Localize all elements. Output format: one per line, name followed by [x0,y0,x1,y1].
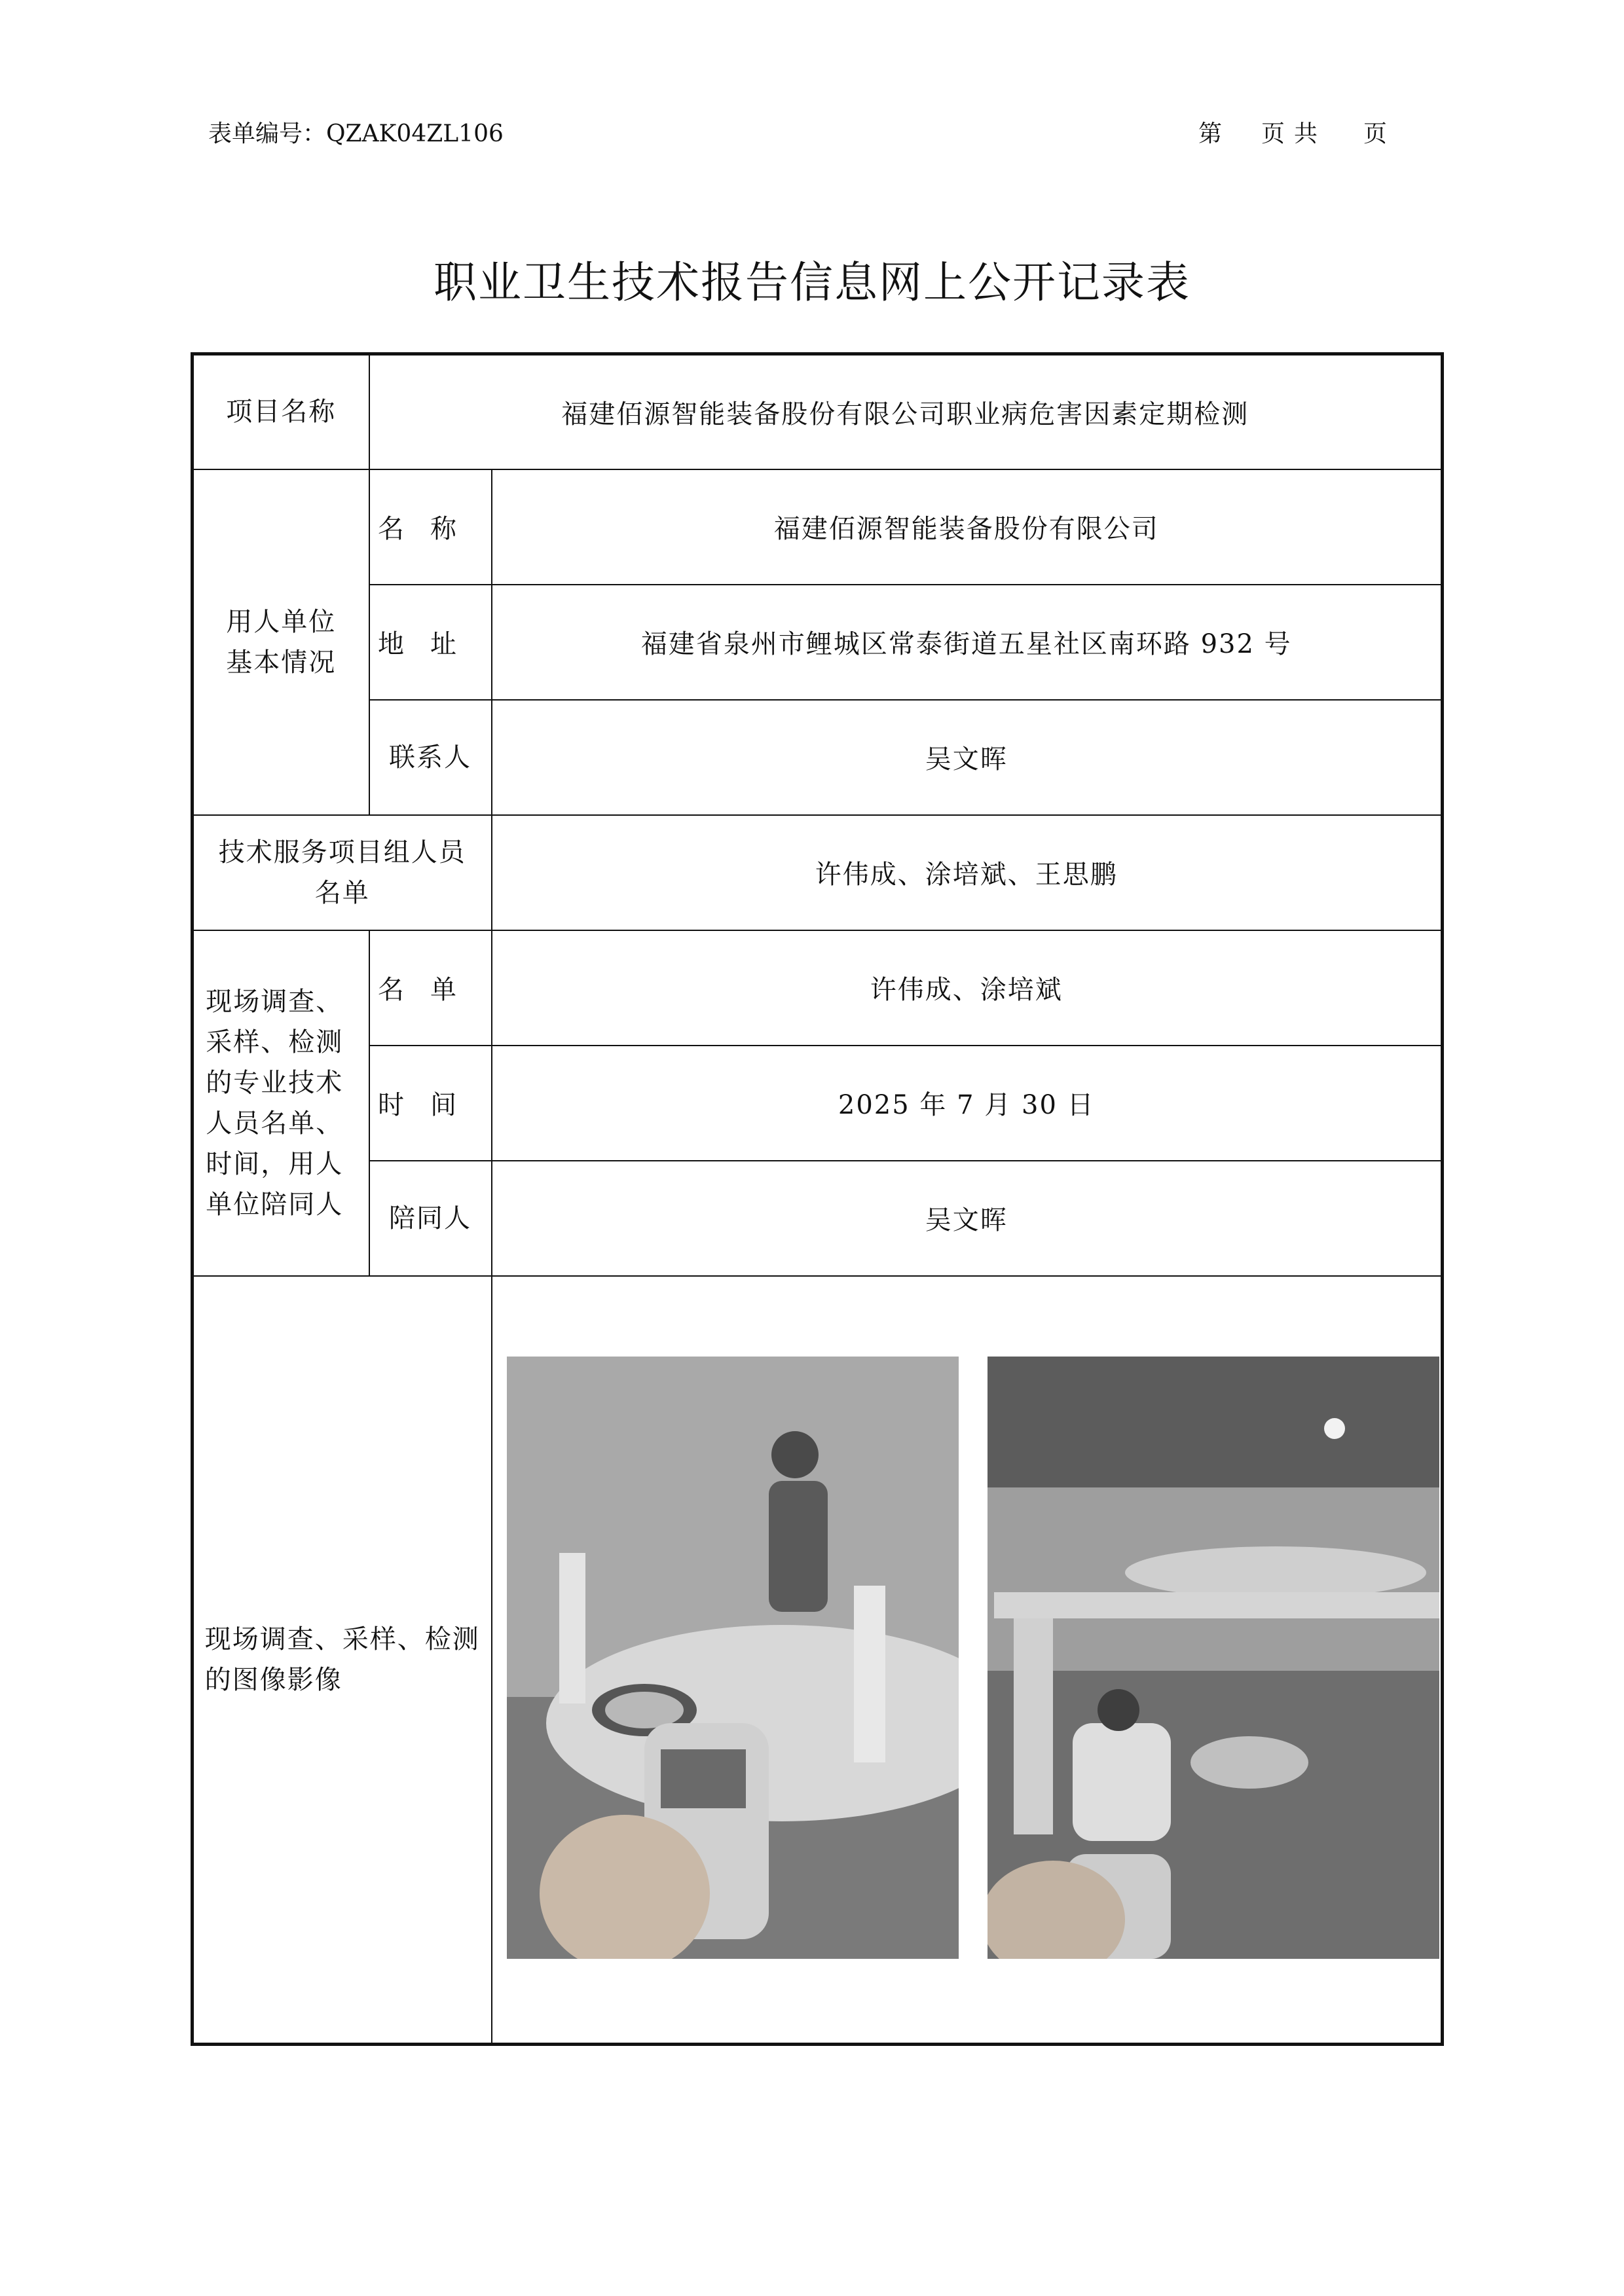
images-label-text: 现场调查、采样、检测的图像影像 [204,1624,480,1695]
photo-1-image [507,1357,959,1959]
team-label-text: 技术服务项目组人员名单 [218,837,466,908]
photo-2-image [987,1357,1439,1959]
row-employer-contact [193,700,1443,815]
form-number-label: 表单编号： [208,120,327,147]
row-survey-escort [193,1161,1443,1276]
images-cell [492,1276,1443,2045]
employer-name-label: 名称 [369,469,492,585]
row-team [193,815,1443,930]
team-label [193,815,492,930]
project-name-value: 福建佰源智能装备股份有限公司职业病危害因素定期检测 [369,354,1443,469]
team-members-value: 许伟成、涂培斌、王思鹏 [492,815,1443,930]
survey-escort-label: 陪同人 [369,1161,492,1276]
page-text-4: 页 [1363,120,1388,147]
page-text-1: 第 [1198,120,1223,147]
employer-contact-value: 吴文晖 [492,700,1443,815]
survey-names-value: 许伟成、涂培斌 [492,930,1443,1046]
survey-names-label: 名单 [369,930,492,1046]
row-survey-time [193,1046,1443,1161]
page-text-2: 页 [1261,120,1285,147]
row-employer-address [193,585,1443,700]
images-label [193,1276,492,2045]
row-survey-names [193,930,1443,1046]
survey-label [193,930,369,1276]
row-employer-name [193,469,1443,585]
employer-contact-label: 联系人 [369,700,492,815]
survey-time-label: 时间 [369,1046,492,1161]
employer-address-value: 福建省泉州市鲤城区常泰街道五星社区南环路 932 号 [492,585,1443,700]
photo-area [492,1277,1441,2043]
page-title: 职业卫生技术报告信息网上公开记录表 [434,257,1190,308]
form-number-value: QZAK04ZL106 [326,120,504,147]
form-number [208,115,504,149]
page-text-3: 共 [1294,120,1318,147]
employer-address-label: 地址 [369,585,492,700]
photo-worker-with-sound-level-meter [507,1357,959,1959]
survey-label-text: 现场调查、采样、检测的专业技术人员名单、时间，用人单位陪同人 [206,986,344,1220]
record-table [191,352,1444,2046]
employer-label-text: 用人单位基本情况 [226,606,337,678]
employer-label [193,469,369,815]
survey-escort-value: 吴文晖 [492,1161,1443,1276]
survey-time-value: 2025 年 7 月 30 日 [492,1046,1443,1161]
project-name-label: 项目名称 [193,354,369,469]
photo-workshop-with-sound-level-meter [987,1357,1439,1959]
page-counter [1198,115,1387,149]
row-project-name [193,354,1443,469]
employer-name-value: 福建佰源智能装备股份有限公司 [492,469,1443,585]
row-images [193,1276,1443,2045]
